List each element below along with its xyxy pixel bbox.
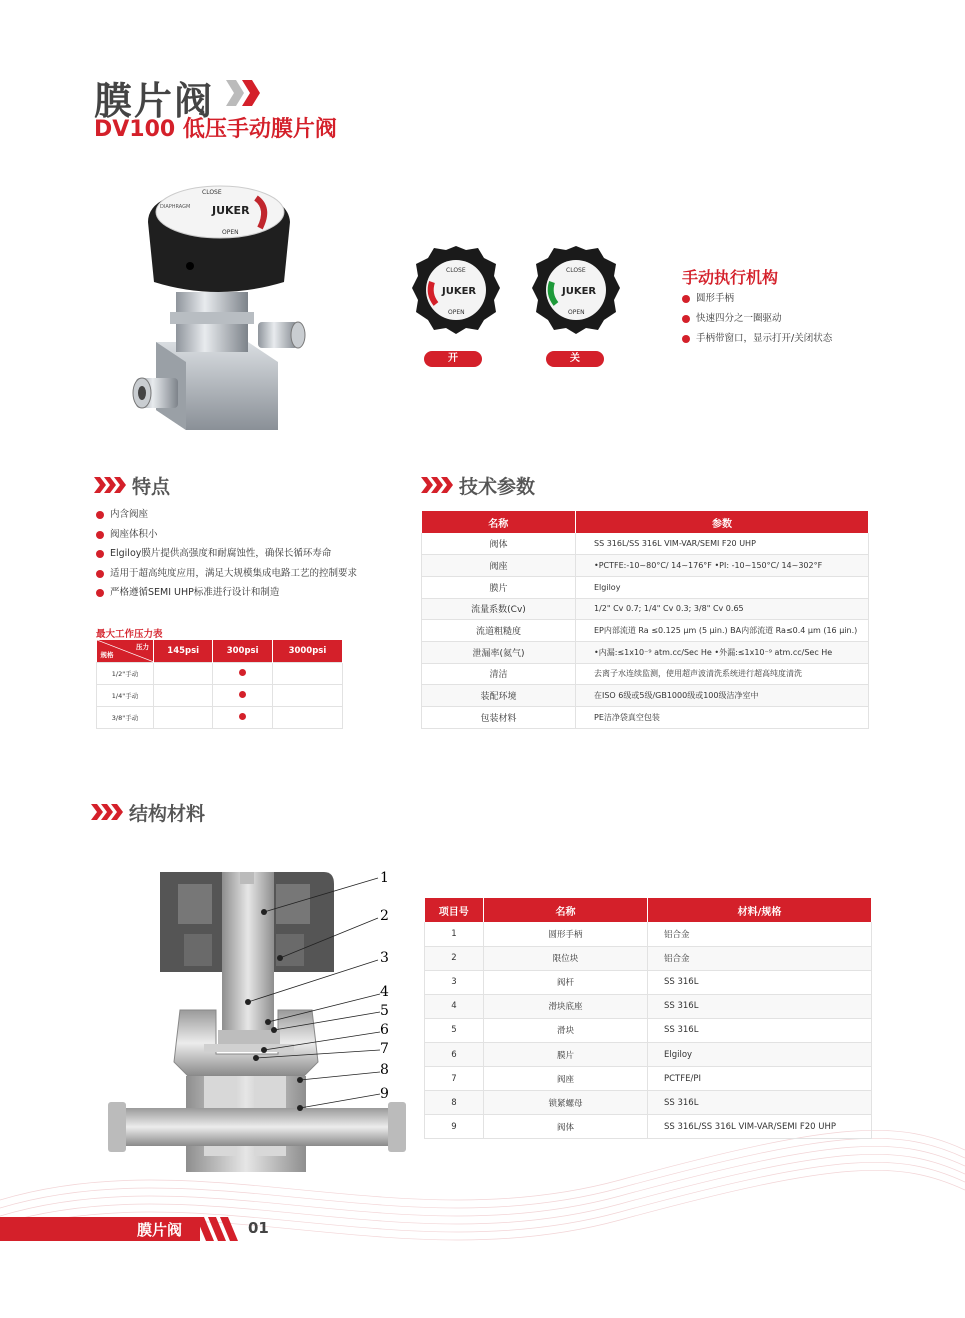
col-name: 名称 [422,511,576,533]
bullet-icon [682,335,690,343]
tech-params-section-header [421,472,535,498]
table-row: 3/8"手动 [97,706,343,728]
table-row: 1 圆形手柄 铝合金 [425,922,872,946]
table-row: 1/4"手动 [97,684,343,706]
callout-4: 4 [380,984,389,1000]
photo-cap-close: CLOSE [202,189,222,196]
pressure-table-corner: 压力 规格 [97,640,154,662]
tech-params-table [421,511,869,729]
table-row: 4 滑块底座 SS 316L [425,994,872,1018]
photo-cap-brand: JUKER [212,204,250,217]
table-row: 阀座 •PCTFE:-10~80°C/ 14~176°F •PI: -10~150°C/ 14~302°F [422,555,869,577]
list-item: 适用于超高纯度应用，满足大规模集成电路工艺的控制要求 [96,569,357,589]
table-row: 流道粗糙度 EP内部流道 Ra ≤0.125 μm (5 μin.) BA内部流道 Ra≤0.4 μm (16 μin.) [422,620,869,642]
callout-6: 6 [380,1022,389,1038]
bullet-icon [96,550,104,558]
callout-9: 9 [380,1086,389,1102]
rating-dot-icon [239,669,246,676]
svg-text:CLOSE: CLOSE [566,267,586,274]
open-state-label: 开 [424,351,482,367]
col-item-no: 项目号 [425,898,484,922]
table-row: 装配环境 在ISO 6级或5级/GB1000级或100级洁净室中 [422,685,869,707]
svg-text:JUKER: JUKER [562,286,597,297]
list-item: 圆形手柄 [682,294,832,314]
callout-8: 8 [380,1062,389,1078]
footer-stripes-icon [196,1217,242,1241]
section-chevrons-icon [91,802,123,822]
materials-table [424,898,872,1139]
callout-3: 3 [380,950,389,966]
callout-1: 1 [380,870,389,886]
col-material: 材料/规格 [648,898,872,922]
callout-2: 2 [380,908,389,924]
valve-cross-section-diagram [108,862,408,1178]
section-chevrons-icon [94,475,126,495]
page-subtitle: DV100 低压手动膜片阀 [94,117,337,142]
list-item: 严格遵循SEMI UHP标准进行设计和制造 [96,588,357,608]
features-section-header [94,472,170,498]
actuator-title: 手动执行机构 [682,268,779,287]
pressure-col-3000: 3000psi [272,640,342,662]
table-row: 清洁 去离子水连续监测，使用超声波清洗系统进行超高纯度清洗 [422,663,869,685]
pressure-col-300: 300psi [213,640,272,662]
table-row: 流量系数(Cv) 1/2" Cv 0.7; 1/4" Cv 0.3; 3/8" Cv 0.65 [422,598,869,620]
actuator-list [682,294,832,354]
knob-open-illustration [408,242,504,338]
structure-section-header [91,799,205,825]
bullet-icon [96,531,104,539]
table-row: 2 限位块 铝合金 [425,946,872,970]
list-item: 内含阀座 [96,510,357,530]
pressure-table [96,640,343,729]
callout-7: 7 [380,1041,389,1057]
col-value: 参数 [576,511,869,533]
table-row: 8 锁紧螺母 SS 316L [425,1091,872,1115]
table-row: 包装材料 PE洁净袋真空包装 [422,707,869,729]
list-item: 手柄带窗口，显示打开/关闭状态 [682,334,832,354]
photo-cap-side: DIAPHRAGM [160,204,191,210]
bullet-icon [96,589,104,597]
page-title: 膜片阀 [94,79,215,123]
table-row: 阀体 SS 316L/SS 316L VIM-VAR/SEMI F20 UHP [422,533,869,555]
rating-dot-icon [239,691,246,698]
bullet-icon [682,315,690,323]
svg-text:CLOSE: CLOSE [446,267,466,274]
table-row: 9 阀体 SS 316L/SS 316L VIM-VAR/SEMI F20 UHP [425,1115,872,1139]
svg-text:OPEN: OPEN [448,309,465,316]
structure-title: 结构材料 [129,802,206,825]
table-row: 7 阀座 PCTFE/PI [425,1067,872,1091]
bullet-icon [96,570,104,578]
bullet-icon [682,295,690,303]
knob-close-illustration [528,242,624,338]
pressure-col-145: 145psi [154,640,213,662]
table-row: 泄漏率(氦气) •内漏:≤1x10⁻⁹ atm.cc/Sec He •外漏:≤1x10⁻⁹ atm.cc/Sec He [422,641,869,663]
list-item: 阀座体积小 [96,530,357,550]
features-title: 特点 [132,475,171,498]
close-state-label: 关 [546,351,604,367]
photo-cap-open: OPEN [222,229,239,236]
svg-text:OPEN: OPEN [568,309,585,316]
features-list [96,510,357,608]
page-number: 01 [248,1219,269,1237]
footer-label: 膜片阀 [137,1221,183,1239]
svg-text:JUKER: JUKER [442,286,477,297]
bullet-icon [96,511,104,519]
section-chevrons-icon [421,475,453,495]
table-row: 5 滑块 SS 316L [425,1018,872,1042]
table-row: 6 膜片 Elgiloy [425,1042,872,1066]
col-part-name: 名称 [484,898,648,922]
pressure-table-title: 最大工作压力表 [96,629,163,640]
table-row: 1/2"手动 [97,662,343,684]
valve-product-photo [128,172,310,446]
tech-params-title: 技术参数 [459,475,536,498]
callout-5: 5 [380,1003,389,1019]
list-item: 快速四分之一圈驱动 [682,314,832,334]
table-row: 膜片 Elgiloy [422,576,869,598]
table-row: 3 阀杆 SS 316L [425,970,872,994]
title-chevron-icon [226,78,266,108]
list-item: Elgiloy膜片提供高强度和耐腐蚀性，确保长循环寿命 [96,549,357,569]
rating-dot-icon [239,713,246,720]
